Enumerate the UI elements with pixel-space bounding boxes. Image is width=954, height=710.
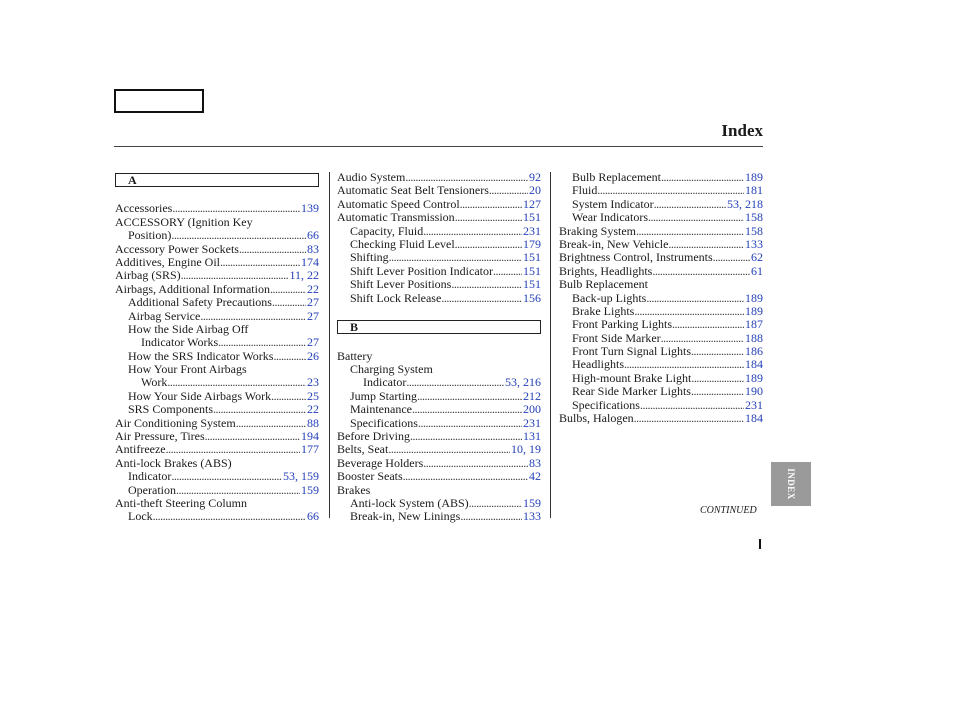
index-entry-text: Lock [128,510,153,524]
index-entry [559,278,763,291]
dot-leader [668,238,744,251]
index-entry-text: Automatic Speed Control [337,197,460,211]
page-reference-link[interactable]: 231 [523,224,541,238]
index-entry-text: Bulb Replacement [559,278,648,292]
continued-label: CONTINUED [700,505,757,516]
index-entry-text: Air Conditioning System [115,416,236,430]
index-entry-text: ACCESSORY (Ignition Key [115,215,253,229]
index-entry [559,385,763,398]
page-reference-link[interactable]: 139 [301,202,319,216]
dot-leader [691,345,744,358]
index-entry [559,332,763,345]
dot-leader [273,350,306,363]
page-reference-link[interactable]: 231 [523,416,541,430]
index-entry [115,269,319,282]
dot-leader [389,251,522,264]
index-entry-text: Capacity, Fluid [350,224,424,238]
index-entry-text: Before Driving [337,430,410,444]
index-side-tab[interactable] [771,462,811,506]
index-entry [115,256,319,269]
index-entry [115,497,319,510]
index-entry [337,457,541,470]
index-entry-text: Battery [337,349,373,363]
dot-leader [713,251,750,264]
dot-leader [220,256,300,269]
page-reference-link[interactable]: 189 [745,304,763,318]
index-entry-text: Rear Side Marker Lights [572,385,691,399]
index-entry [337,390,541,403]
index-entry [115,310,319,323]
index-entry-text: Anti-lock System (ABS) [350,496,469,510]
dot-leader [423,225,522,238]
dot-leader [410,430,522,443]
index-entry-text: Charging System [350,363,433,377]
dot-leader [239,243,306,256]
index-entry-text: How the SRS Indicator Works [128,349,274,363]
index-entry [115,390,319,403]
index-entry-text: Indicator [128,470,172,484]
dot-leader [691,372,744,385]
dot-leader [691,385,744,398]
index-entry [115,336,319,349]
index-entry-text: How the Side Airbag Off [128,322,249,336]
page-reference-link[interactable]: 62 [751,251,763,265]
index-entry [115,457,319,470]
index-entry-text: Braking System [559,224,636,238]
index-entry-text: Indicator [363,376,407,390]
index-entry-text: Antifreeze [115,443,166,457]
page-reference-link[interactable]: 151 [523,211,541,225]
index-entry-text: How Your Front Airbags [128,363,247,377]
index-entry [559,198,763,211]
index-entry-text: How Your Side Airbags Work [128,389,272,403]
page-reference-link[interactable]: 200 [523,403,541,417]
dot-leader [403,470,528,483]
index-entry-text: High-mount Brake Light [572,371,692,385]
index-entry [115,403,319,416]
page-reference-link[interactable]: 177 [301,443,319,457]
index-entry [115,510,319,523]
index-entry-text: Shift Lock Release [350,291,442,305]
header-tab-box [114,89,204,113]
index-entry [559,305,763,318]
header-rule [114,146,763,147]
page-reference-link[interactable]: 11, 22 [289,269,319,283]
page-reference-link[interactable]: 23 [307,376,319,390]
index-entry [559,412,763,425]
index-entry [115,376,319,389]
dot-leader [661,332,744,345]
page-reference-link[interactable]: 27 [307,309,319,323]
page-reference-link[interactable]: 151 [523,278,541,292]
index-entry [337,350,541,363]
index-entry-text: System Indicator [572,197,654,211]
dot-leader [597,184,744,197]
index-spacer [115,189,319,202]
page-reference-link[interactable]: 133 [523,510,541,524]
index-entry [559,251,763,264]
page-title: Index [721,121,763,140]
index-entry [115,417,319,430]
index-entry [115,216,319,229]
index-column-3 [559,171,763,425]
index-entry [337,443,541,456]
page-reference-link[interactable]: 25 [307,389,319,403]
page-reference-link[interactable]: 190 [745,385,763,399]
dot-leader [423,457,528,470]
page-reference-link[interactable]: 127 [523,197,541,211]
page-reference-link[interactable]: 159 [301,483,319,497]
dot-leader [469,497,522,510]
index-entry [337,484,541,497]
dot-leader [236,417,306,430]
index-entry-text: Work [141,376,168,390]
dot-leader [634,305,744,318]
page-number-mark [759,539,761,549]
dot-leader [634,412,744,425]
index-entry-text: Wear Indicators [572,211,648,225]
index-entry-text: Additional Safety Precautions [128,296,272,310]
index-entry-text: Airbags, Additional Information [115,282,270,296]
index-entry-text: Air Pressure, Tires [115,430,205,444]
dot-leader [654,198,726,211]
index-entry [115,229,319,242]
dot-leader [218,336,306,349]
index-entry [115,243,319,256]
index-entry [559,171,763,184]
page-reference-link[interactable]: 42 [529,470,541,484]
page-reference-link[interactable]: 184 [745,412,763,426]
index-entry [337,171,541,184]
index-entry-text: Audio System [337,171,406,184]
page-reference-link[interactable]: 158 [745,224,763,238]
dot-leader [417,390,522,403]
index-entry-text: Belts, Seat [337,443,389,457]
index-entry [115,363,319,376]
index-entry [115,323,319,336]
index-entry-text: Brake Lights [572,304,635,318]
index-entry [115,283,319,296]
index-entry [337,403,541,416]
dot-leader [455,211,522,224]
page-reference-link[interactable]: 131 [523,430,541,444]
index-entry-text: Front Side Marker [572,331,661,345]
dot-leader [493,265,522,278]
dot-leader [272,296,306,309]
index-entry [559,372,763,385]
index-entry [337,198,541,211]
index-entry-text: Indicator Works [141,336,219,350]
index-entry [337,184,541,197]
index-entry-text: Shift Lever Positions [350,278,452,292]
index-entry-text: Specifications [350,416,418,430]
index-entry [337,238,541,251]
index-entry-text: Automatic Seat Belt Tensioners [337,184,489,198]
page-reference-link[interactable]: 181 [745,184,763,198]
index-entry [337,211,541,224]
page-reference-link[interactable]: 53, 218 [727,197,763,211]
page-reference-link[interactable]: 83 [307,242,319,256]
dot-leader [412,403,522,416]
index-entry [337,225,541,238]
dot-leader [661,171,744,184]
dot-leader [213,403,306,416]
page-reference-link[interactable]: 22 [307,403,319,417]
index-entry [337,292,541,305]
index-entry [337,470,541,483]
dot-leader [166,443,300,456]
index-entry-text: Shifting [350,251,389,265]
index-entry [337,376,541,389]
dot-leader [451,278,522,291]
dot-leader [648,211,744,224]
dot-leader [181,269,289,282]
index-entry [115,296,319,309]
index-entry-text: Front Turn Signal Lights [572,345,692,359]
page-reference-link[interactable]: 66 [307,229,319,243]
page-reference-link[interactable]: 151 [523,264,541,278]
index-entry-text: Maintenance [350,403,412,417]
page-reference-link[interactable]: 188 [745,331,763,345]
dot-leader [624,358,744,371]
page-reference-link[interactable]: 174 [301,255,319,269]
page-reference-link[interactable]: 20 [529,184,541,198]
dot-leader [652,265,750,278]
index-entry [559,345,763,358]
index-entry-text: Front Parking Lights [572,318,673,332]
index-entry-text: Bulbs, Halogen [559,412,634,426]
index-entry-text: Fluid [572,184,598,198]
page-reference-link[interactable]: 189 [745,371,763,385]
dot-leader [205,430,300,443]
dot-leader [270,283,306,296]
page-reference-link[interactable]: 83 [529,456,541,470]
index-entry-text: Checking Fluid Level [350,237,455,251]
index-entry [559,358,763,371]
page-reference-link[interactable]: 189 [745,171,763,184]
dot-leader [167,376,306,389]
index-entry [337,265,541,278]
index-section-letter: A [115,173,319,187]
dot-leader [171,470,282,483]
dot-leader [271,390,306,403]
page-reference-link[interactable]: 159 [523,496,541,510]
index-entry [559,292,763,305]
index-entry-text: Break-in, New Linings [350,510,461,524]
dot-leader [441,292,522,305]
index-entry [559,399,763,412]
index-entry [337,278,541,291]
index-entry-text: Anti-theft Steering Column [115,496,247,510]
page-reference-link[interactable]: 212 [523,389,541,403]
index-entry-text: Anti-lock Brakes (ABS) [115,456,232,470]
index-entry-text: Airbag (SRS) [115,269,181,283]
page-reference-link[interactable]: 92 [529,171,541,184]
page-reference-link[interactable]: 61 [751,264,763,278]
index-entry-text: SRS Components [128,403,214,417]
index-entry-text: Additives, Engine Oil [115,255,220,269]
column-divider-1 [329,172,330,518]
dot-leader [455,238,522,251]
index-spacer [337,336,541,349]
page-reference-link[interactable]: 156 [523,291,541,305]
index-entry-text: Operation [128,483,176,497]
index-entry [337,430,541,443]
page-reference-link[interactable]: 158 [745,211,763,225]
index-entry [559,238,763,251]
index-entry [115,202,319,215]
index-entry [115,430,319,443]
dot-leader [153,510,306,523]
index-entry-text: Booster Seats [337,470,403,484]
dot-leader [646,292,744,305]
dot-leader [418,417,522,430]
index-entry-text: Shift Lever Position Indicator [350,264,493,278]
index-entry-text: Airbag Service [128,309,201,323]
index-entry [115,443,319,456]
index-entry [115,484,319,497]
index-section-letter: B [337,320,541,334]
index-entry [337,363,541,376]
side-tab-label: INDEX [786,468,796,500]
index-entry-text: Accessory Power Sockets [115,242,239,256]
page-reference-link[interactable]: 66 [307,510,319,524]
dot-leader [388,443,510,456]
page-reference-link[interactable]: 22 [307,282,319,296]
dot-leader [171,229,306,242]
dot-leader [172,202,300,215]
page-reference-link[interactable]: 179 [523,237,541,251]
page-reference-link[interactable]: 189 [745,291,763,305]
dot-leader [405,171,528,184]
index-entry [337,497,541,510]
index-entry-text: Brights, Headlights [559,264,653,278]
page-reference-link[interactable]: 27 [307,336,319,350]
page-reference-link[interactable]: 26 [307,349,319,363]
dot-leader [460,198,522,211]
page-reference-link[interactable]: 27 [307,296,319,310]
page-reference-link[interactable]: 133 [745,237,763,251]
page-reference-link[interactable]: 151 [523,251,541,265]
index-entry-text: Jump Starting [350,389,418,403]
page-reference-link[interactable]: 186 [745,345,763,359]
page-reference-link[interactable]: 88 [307,416,319,430]
dot-leader [176,484,300,497]
index-entry-text: Break-in, New Vehicle [559,237,669,251]
index-entry-text: Back-up Lights [572,291,647,305]
index-column-2 [337,171,541,524]
index-entry-text: Bulb Replacement [572,171,661,184]
column-divider-2 [550,172,551,518]
index-entry [559,265,763,278]
dot-leader [406,376,504,389]
page-reference-link[interactable]: 194 [301,430,319,444]
index-entry-text: Brightness Control, Instruments [559,251,713,265]
index-entry-text: Brakes [337,483,371,497]
dot-leader [636,225,744,238]
index-entry [337,251,541,264]
index-spacer [337,305,541,318]
dot-leader [460,510,522,523]
dot-leader [672,318,744,331]
page-reference-link[interactable]: 53, 159 [283,470,319,484]
index-entry [559,184,763,197]
dot-leader [640,399,744,412]
index-entry [337,510,541,523]
page-reference-link[interactable]: 184 [745,358,763,372]
index-entry-text: Automatic Transmission [337,211,455,225]
page-reference-link[interactable]: 231 [745,398,763,412]
index-entry [559,225,763,238]
dot-leader [200,310,306,323]
index-entry [559,318,763,331]
index-entry-text: Headlights [572,358,624,372]
index-column-1 [115,171,319,524]
index-entry [559,211,763,224]
page-reference-link[interactable]: 187 [745,318,763,332]
dot-leader [489,184,528,197]
index-entry [115,470,319,483]
index-entry [337,417,541,430]
page-reference-link[interactable]: 10, 19 [511,443,541,457]
page-reference-link[interactable]: 53, 216 [505,376,541,390]
index-entry-text: Specifications [572,398,640,412]
index-entry-text: Position) [128,229,172,243]
index-entry-text: Beverage Holders [337,456,424,470]
index-entry-text: Accessories [115,202,173,216]
index-entry [115,350,319,363]
